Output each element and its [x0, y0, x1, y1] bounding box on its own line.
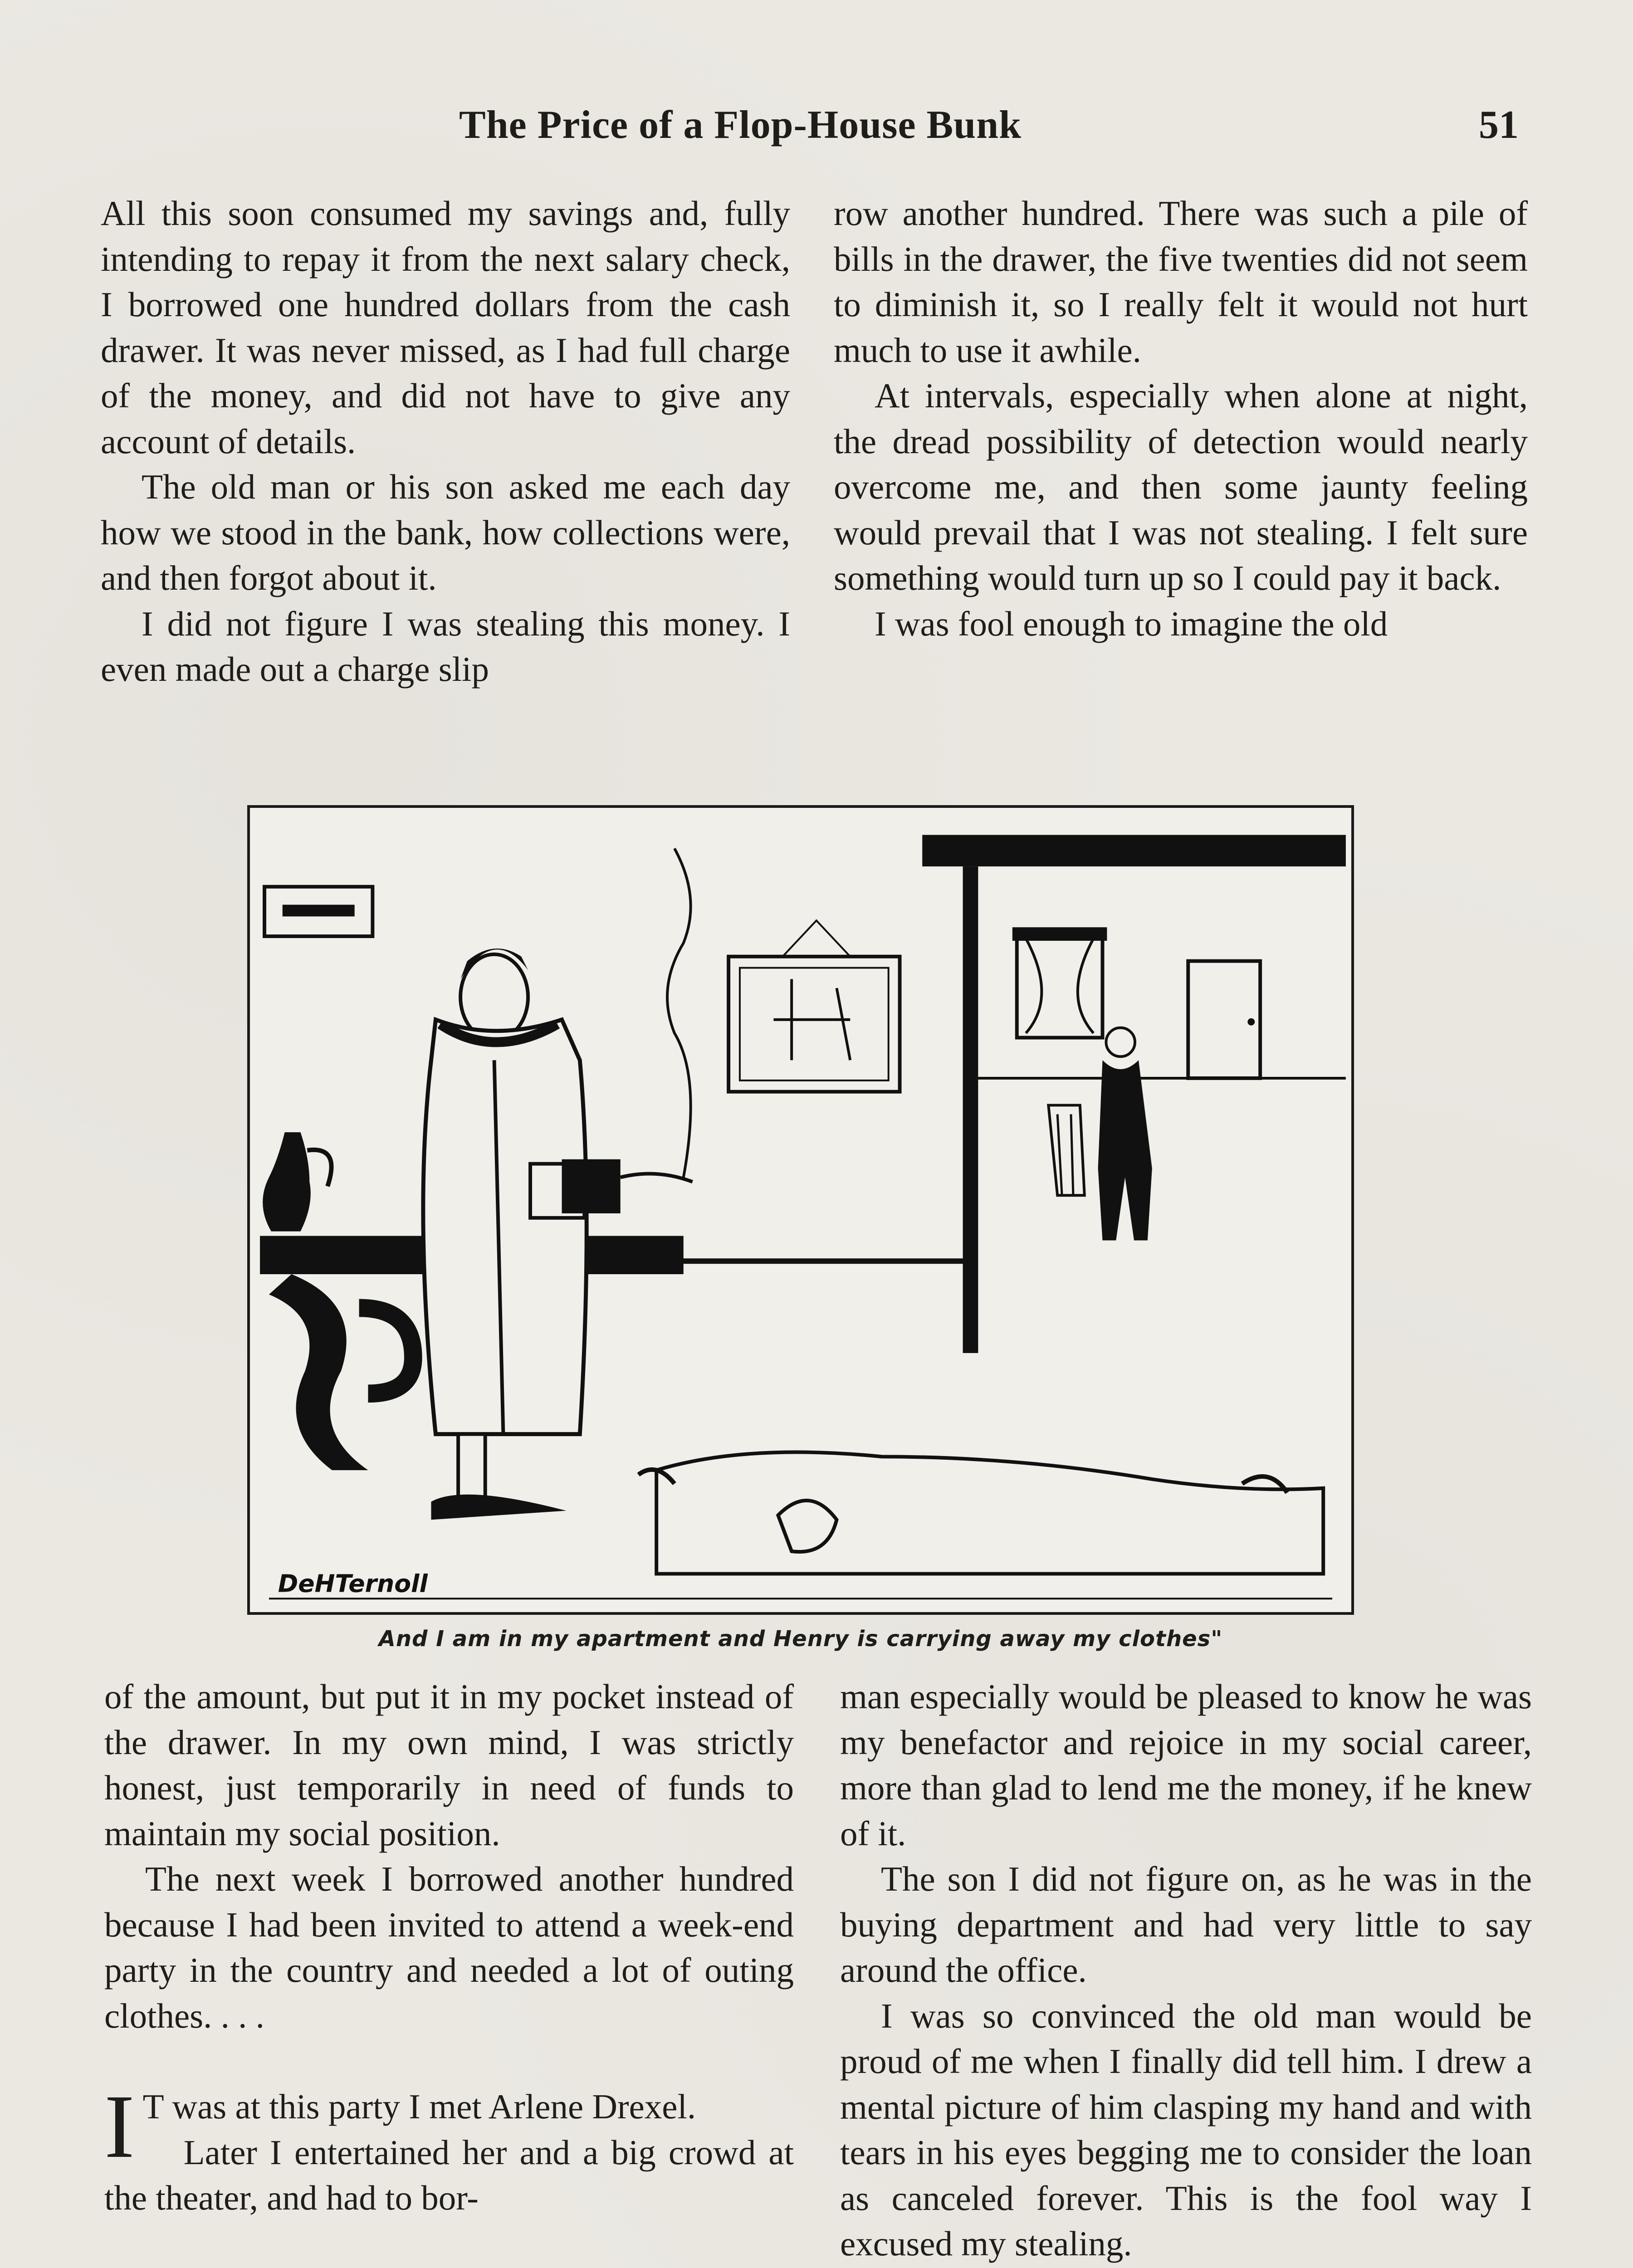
paragraph: I was fool enough to imagine the old	[875, 604, 1388, 643]
running-head-title: The Price of a Flop-House Bunk	[459, 103, 1022, 147]
framed-picture	[728, 957, 900, 1092]
doorway-post	[963, 866, 978, 1353]
paragraph: At intervals, especially when alone at night, the dread possibility of detection would nearly overcome me, and then some jaunty feeling would prevail that I was not stealing. I felt sure something would turn up so I could pay it back.	[834, 376, 1528, 597]
man-in-robe-figure	[423, 848, 693, 1520]
illustration-caption: And I am in my apartment and Henry is carrying away my clothes"	[378, 1626, 1223, 1652]
paragraph: of the amount, but put it in my pocket instead of the drawer. In my own mind, I was strictly honest, just temporarily in need of funds to maintain my social position.	[104, 1677, 794, 1853]
artist-signature: DeHTernoll	[278, 1569, 428, 1598]
column-top-right	[834, 191, 1528, 646]
paragraph: All this soon consumed my savings and, fully intending to repay it from the next salary check, I borrowed one hundred dollars from the cash drawer. It was never missed, as I had full charge of the money, and did not have to give any account of details.	[101, 194, 790, 461]
paragraph: I was so convinced the old man would be proud of me when I finally did tell him. I drew a mental picture of him clasping my hand and with tears in his eyes begging me to consider the loan as canceled forever. This is the fool way I excused my stealing.	[840, 1996, 1532, 2263]
drop-cap-paragraph-text: T was at this party I met Arlene Drexel.	[142, 2087, 696, 2126]
room-ceiling-beam	[922, 835, 1346, 867]
apartment-scene-drawing	[250, 808, 1351, 1612]
cartoon-illustration	[247, 805, 1354, 1615]
paragraph: I did not figure I was stealing this money. I even made out a charge slip	[101, 604, 790, 689]
page-number: 51	[1479, 103, 1519, 147]
drop-cap-letter: I	[104, 2077, 135, 2177]
paragraph: row another hundred. There was such a pile of bills in the drawer, the five twenties did not seem to diminish it, so I really felt it would not hurt much to use it awhile.	[834, 194, 1528, 370]
column-top-left	[101, 191, 790, 692]
paragraph: The old man or his son asked me each day how we stood in the bank, how collections were, and then forgot about it.	[101, 467, 790, 597]
column-bottom-right	[840, 1674, 1532, 2267]
butler-henry-figure	[1048, 1028, 1152, 1241]
paragraph: The son I did not figure on, as he was in the buying department and had very little to say around the office.	[840, 1859, 1532, 1989]
paragraph: Later I entertained her and a big crowd at the theater, and had to bor-	[104, 2132, 794, 2217]
column-bottom-left	[104, 1674, 794, 2221]
bear-skin-rug	[638, 1452, 1323, 1574]
paragraph: The next week I borrowed another hundred because I had been invited to attend a week-end party in the country and needed a lot of outing clothes. . . .	[104, 1859, 794, 2035]
pitcher	[263, 1132, 311, 1232]
paragraph: man especially would be pleased to know he was my benefactor and rejoice in my social career, more than glad to lend me the money, if he knew of it.	[840, 1677, 1532, 1853]
